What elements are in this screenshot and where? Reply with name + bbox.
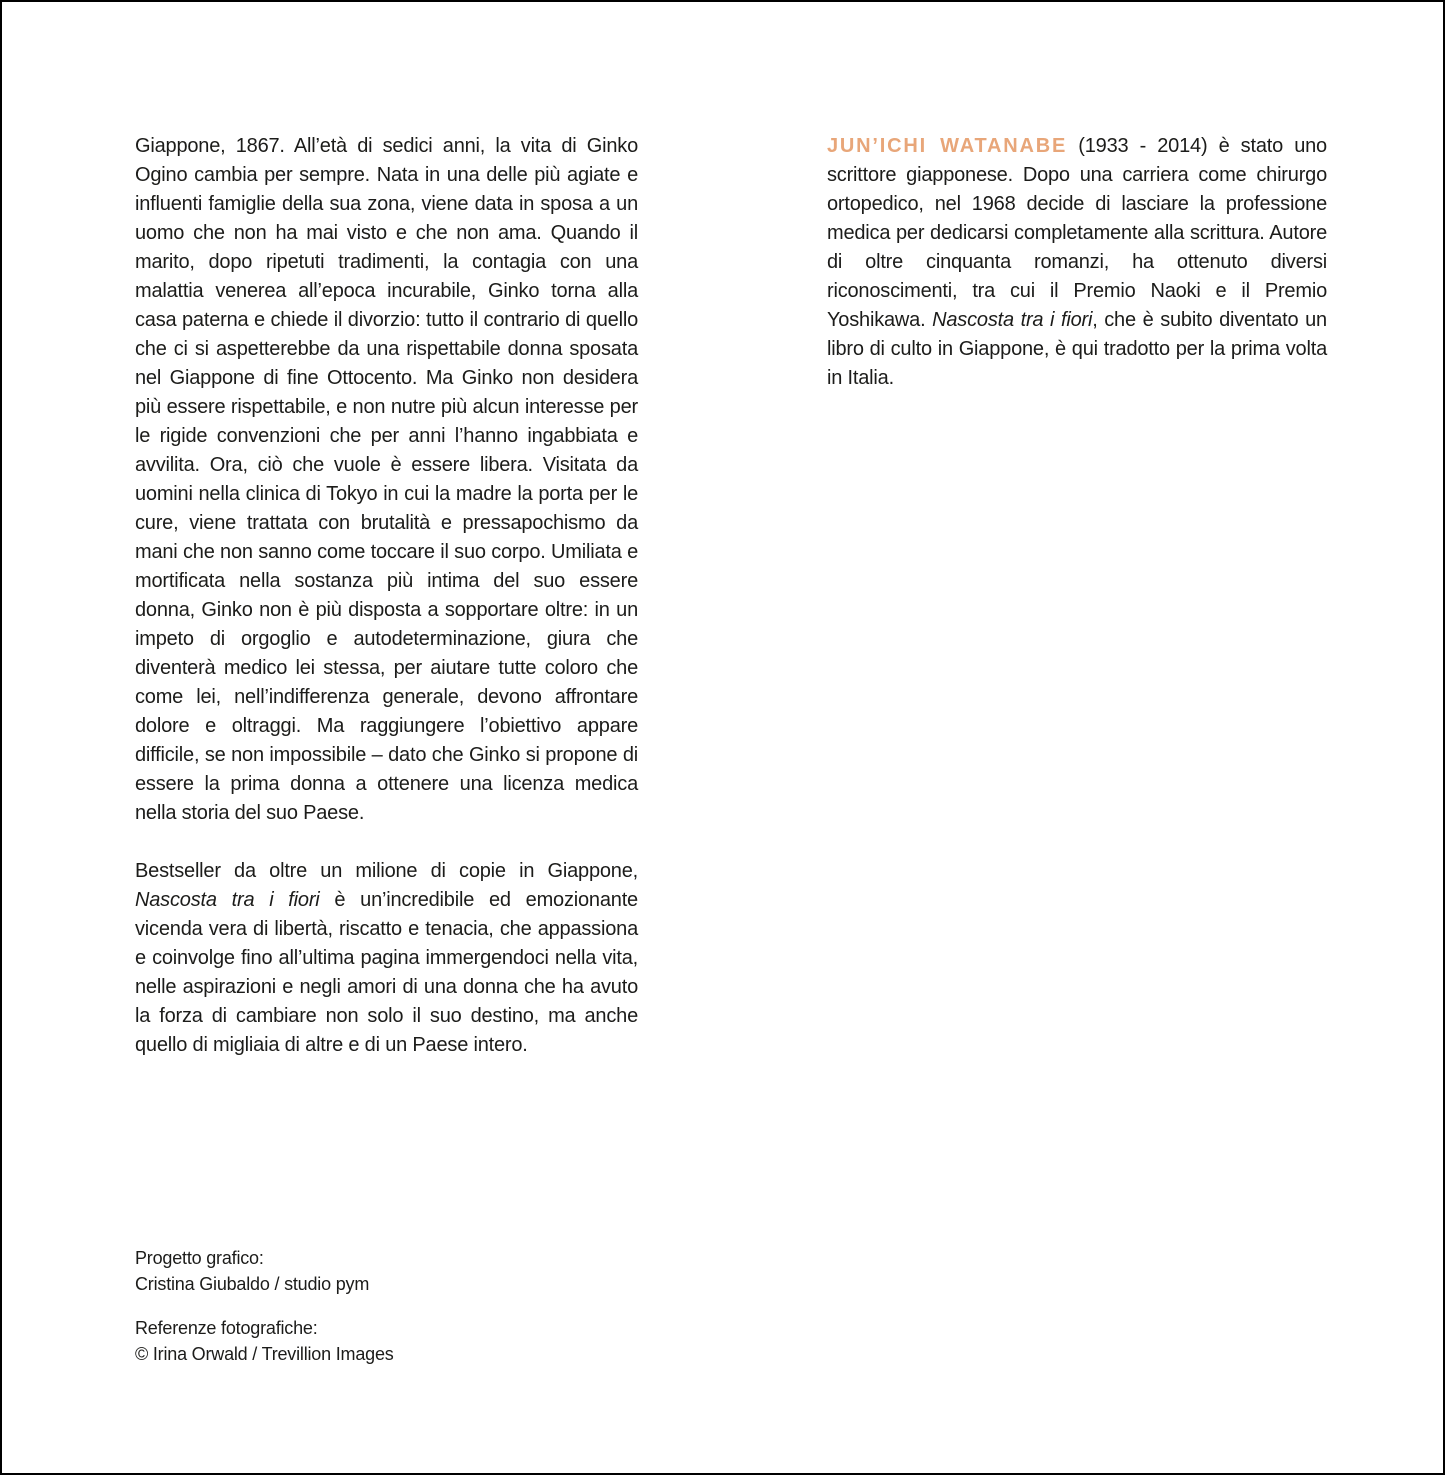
- design-credit-value: Cristina Giubaldo / studio pym: [135, 1274, 370, 1294]
- author-name: JUN’ICHI WATANABE: [827, 135, 1068, 157]
- design-credit: [135, 1245, 394, 1297]
- photo-credit: [135, 1315, 394, 1367]
- book-title-italic-bio: Nascosta tra i fiori: [932, 309, 1093, 331]
- synopsis-paragraph-1: Giappone, 1867. All’età di sedici anni, la vita di Ginko Ogino cambia per sempre. Nata in una delle più agiate e influenti famiglie della sua zona, viene data in sposa a un uomo che non ha mai visto e che non ama. Quando il marito, dopo ripetuti tradimenti, la contagia con una malattia venerea all’epoca incurabile, Ginko torna alla casa paterna e chiede il divorzio: tutto il contrario di quello che ci si aspetterebbe da una rispettabile donna sposata nel Giappone di fine Ottocento. Ma Ginko non desidera più essere rispettabile, e non nutre più alcun interesse per le rigide convenzioni che per anni l’hanno ingabbiata e avvilita. Ora, ciò che vuole è essere libera. Visitata da uomini nella clinica di Tokyo in cui la madre la porta per le cure, viene trattata con brutalità e pressapochismo da mani che non sanno come toccare il suo corpo. Umiliata e mortificata nella sostanza più intima del suo essere donna, Ginko non è più disposta a sopportare oltre: in un impeto di orgoglio e autodeterminazione, giura che diventerà medico lei stessa, per aiutare tutte coloro che come lei, nell’indifferenza generale, devono affrontare dolore e oltraggi. Ma raggiungere l’obiettivo appare difficile, se non impossibile – dato che Ginko si propone di essere la prima donna a ottenere una licenza medica nella storia del suo Paese.: [135, 135, 638, 824]
- credits-block: [135, 1245, 394, 1367]
- author-bio-part-1: (1933 - 2014) è stato uno scrittore giapponese. Dopo una carriera come chirurgo ortopedico, nel 1968 decide di lasciare la professione medica per dedicarsi completamente alla scrittura. Autore di oltre cinquanta romanzi, ha ottenuto diversi riconoscimenti, tra cui il Premio Naoki e il Premio Yoshikawa.: [827, 135, 1327, 331]
- design-credit-label: Progetto grafico:: [135, 1248, 264, 1268]
- synopsis-column: [135, 132, 638, 1060]
- author-bio-part-2: , che è subito diventato un libro di culto in Giappone, è qui tradotto per la prima volta in Italia.: [827, 309, 1327, 389]
- photo-credit-value: © Irina Orwald / Trevillion Images: [135, 1344, 394, 1364]
- synopsis-paragraph-2-pre: Bestseller da oltre un milione di copie in Giappone,: [135, 860, 638, 882]
- author-bio-paragraph: [827, 132, 1327, 393]
- author-bio-column: [827, 132, 1327, 393]
- photo-credit-label: Referenze fotografiche:: [135, 1318, 318, 1338]
- synopsis-paragraph-2-post: è un’incredibile ed emozionante vicenda vera di libertà, riscatto e tenacia, che appassiona e coinvolge fino all’ultima pagina immergendoci nella vita, nelle aspirazioni e negli amori di una donna che ha avuto la forza di cambiare non solo il suo destino, ma anche quello di migliaia di altre e di un Paese intero.: [135, 889, 638, 1056]
- synopsis-paragraph-2: [135, 857, 638, 1060]
- book-title-italic: Nascosta tra i fiori: [135, 889, 320, 911]
